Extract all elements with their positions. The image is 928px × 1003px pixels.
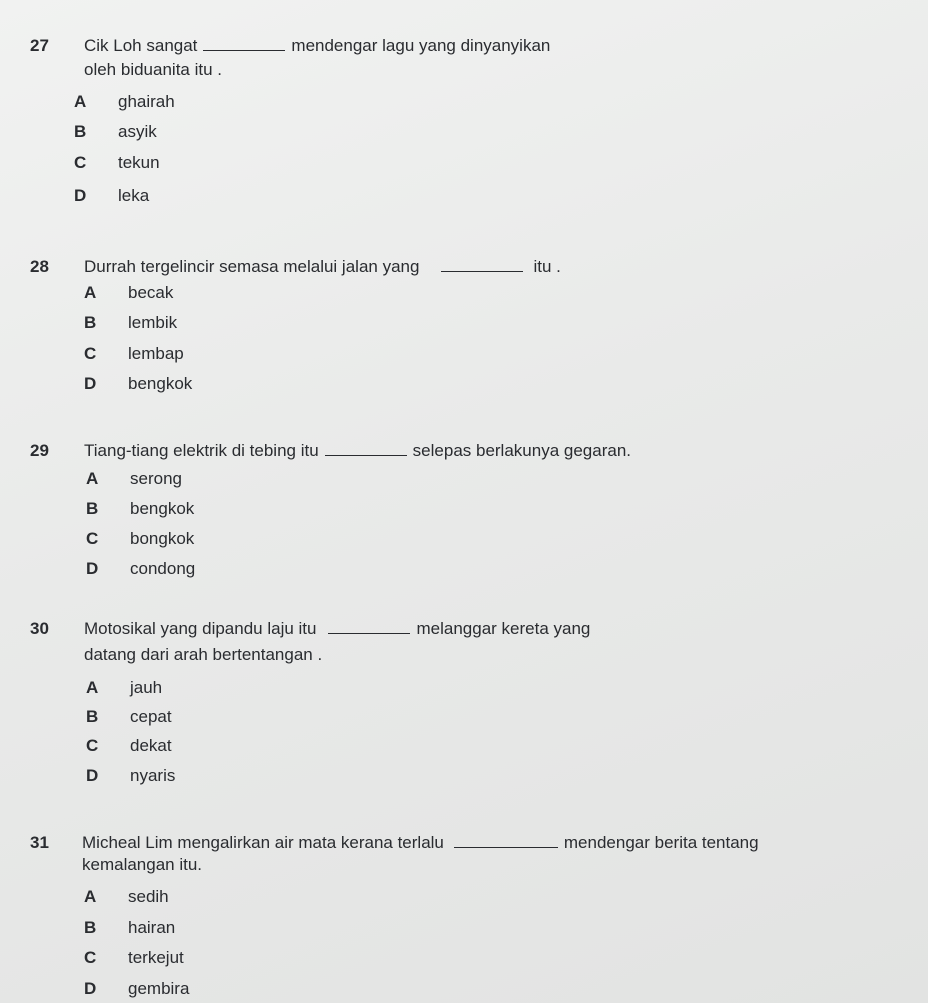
option-text: bongkok: [130, 529, 195, 548]
option-text: gembira: [128, 979, 190, 998]
stem-after-blank: selepas berlakunya gegaran.: [412, 441, 631, 460]
stem-before-blank: Cik Loh sangat: [84, 36, 198, 55]
option-text: bengkok: [130, 499, 195, 518]
option-letter: C: [84, 948, 97, 967]
option-letter: B: [86, 707, 99, 726]
option-letter: D: [84, 374, 97, 393]
option-text: tekun: [118, 153, 160, 172]
option-text: condong: [130, 559, 196, 578]
option-letter: D: [86, 766, 99, 785]
option-text: dekat: [130, 736, 172, 755]
question-text: [84, 35, 550, 57]
question-29: [30, 440, 910, 578]
answer-blank: [441, 257, 523, 272]
question-text: [84, 618, 590, 640]
option-text: leka: [118, 186, 150, 205]
option-letter: D: [86, 559, 99, 578]
stem-before-blank: Micheal Lim mengalirkan air mata kerana terlalu: [82, 833, 444, 852]
option-text: lembap: [128, 344, 184, 363]
option-letter: B: [84, 313, 97, 332]
stem-continuation: kemalangan itu.: [82, 855, 203, 874]
option-letter: C: [86, 529, 99, 548]
stem-after-blank: melanggar kereta yang: [416, 619, 591, 638]
question-30: [30, 618, 910, 785]
option-text: bengkok: [128, 374, 193, 393]
question-text: [82, 832, 759, 854]
answer-blank: [203, 36, 285, 51]
question-27: [30, 35, 910, 205]
option-text: jauh: [130, 678, 163, 697]
option-letter: A: [86, 678, 99, 697]
question-stem: [30, 35, 910, 57]
question-text: [84, 256, 561, 278]
stem-before-blank: Motosikal yang dipandu laju itu: [84, 619, 317, 638]
question-number: 31: [30, 833, 49, 852]
option-text: nyaris: [130, 766, 176, 785]
option-text: serong: [130, 469, 182, 488]
option-letter: C: [84, 344, 97, 363]
option-letter: D: [74, 186, 87, 205]
option-text: becak: [128, 283, 174, 302]
question-number: 30: [30, 619, 49, 638]
answer-blank: [325, 441, 407, 456]
answer-blank: [328, 619, 410, 634]
option-text: lembik: [128, 313, 178, 332]
question-number: 29: [30, 441, 49, 460]
question-stem: [30, 832, 910, 854]
stem-before-blank: Durrah tergelincir semasa melalui jalan yang: [84, 257, 420, 276]
option-letter: A: [84, 283, 97, 302]
option-text: ghairah: [118, 92, 175, 111]
option-letter: A: [84, 887, 97, 906]
question-stem: [30, 440, 910, 462]
option-letter: C: [86, 736, 99, 755]
option-letter: A: [86, 469, 99, 488]
question-number: 28: [30, 257, 49, 276]
option-text: terkejut: [128, 948, 184, 967]
stem-continuation: oleh biduanita itu .: [84, 60, 222, 79]
option-text: cepat: [130, 707, 172, 726]
stem-after-blank: mendengar berita tentang: [563, 833, 759, 852]
question-31: [30, 832, 910, 998]
option-letter: B: [84, 918, 97, 937]
option-letter: A: [74, 92, 87, 111]
option-text: asyik: [118, 122, 157, 141]
stem-before-blank: Tiang-tiang elektrik di tebing itu: [84, 441, 319, 460]
question-number: 27: [30, 36, 49, 55]
answer-blank: [454, 833, 558, 848]
stem-after-blank: mendengar lagu yang dinyanyikan: [291, 36, 551, 55]
option-letter: B: [74, 122, 87, 141]
question-text: [84, 440, 631, 462]
option-text: sedih: [128, 887, 169, 906]
option-text: hairan: [128, 918, 176, 937]
option-letter: B: [86, 499, 99, 518]
question-stem: [30, 256, 910, 278]
option-letter: C: [74, 153, 87, 172]
stem-continuation: datang dari arah bertentangan .: [84, 645, 323, 664]
option-letter: D: [84, 979, 97, 998]
question-28: [30, 256, 910, 393]
question-stem: [30, 618, 910, 640]
stem-after-blank: itu .: [533, 257, 561, 276]
